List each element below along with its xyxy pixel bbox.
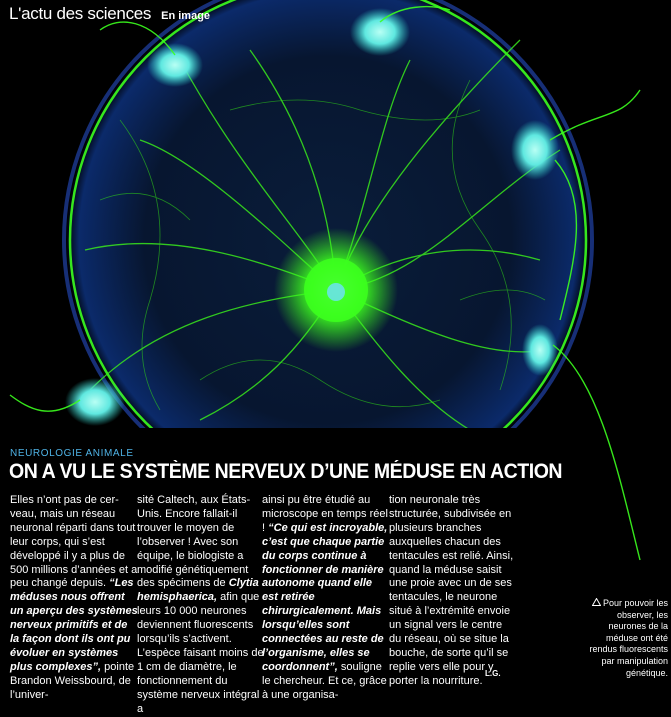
article-kicker: NEUROLOGIE ANIMALE	[10, 448, 134, 459]
article-column-2	[137, 494, 265, 717]
column-1-text: Elles n’ont pas de cer-veau, mais un réseau neuronal réparti dans tout leur corps, qui s’est développé il y a plus de 500 millions d’années et a peu changé depuis.	[10, 494, 138, 590]
section-title: L'actu des sciences	[9, 4, 152, 23]
page-header	[9, 4, 210, 24]
column-4-text: tion neuronale très structurée, subdivisée en plusieurs branches auxquelles chacun des tentacules est relié. Ainsi, quand la méduse saisit une proie avec un de ses tentacules, le neurone situé à l’extrémité envoie un signal vers le centre du réseau, où se situe la bouche, de sorte qu’il se replie vers elle pour y porter la nourriture.	[389, 494, 514, 687]
article-column-4	[389, 494, 517, 689]
triangle-up-icon	[592, 598, 601, 610]
article-column-3	[262, 494, 390, 703]
column-2-text-end: afin que leurs 10 000 neurones deviennent fluorescents lorsqu’ils s’activent. L’espèce faisant moins de 1 cm de diamètre, le fonctionnement du système nerveux intégral a	[137, 591, 264, 715]
column-3-text-end: souligne le chercheur. Et ce, grâce à une organisa-	[262, 660, 387, 701]
species-name: Clytia hemisphaerica,	[137, 577, 259, 604]
column-3-text: ainsi pu être étudié au microscope en temps réel !	[262, 494, 388, 534]
column-3-quote: “Ce qui est incroyable, c’est que chaque partie du corps continue à fonctionner de manière autonome quand elle est retirée chirurgicalement. Mais lorsqu’elles sont connectées au reste de l’organisme, elles se coordonnent”,	[262, 521, 388, 673]
caption-text: Pour pouvoir les observer, les neurones de la méduse ont été rendus fluorescents par manipulation génétique.	[589, 598, 668, 678]
column-1-quote: “Les méduses nous offrent un aperçu des systèmes nerveux primitifs et de la façon dont ils ont pu évoluer en systèmes plus complexes”,	[10, 577, 138, 673]
column-2-text: sité Caltech, aux États-Unis. Encore fallait-il trouver le moyen de l’observer ! Avec son équipe, le biologiste a modifié génétiquement des spécimens de	[137, 494, 251, 590]
photo-caption	[582, 598, 668, 679]
author-signature: L.G.	[485, 669, 501, 678]
rubric-label: En image	[161, 10, 211, 22]
column-1-text-end: pointe Brandon Weissbourd, de l’univer-	[10, 660, 135, 701]
article-headline: ON A VU LE SYSTÈME NERVEUX D’UNE MÉDUSE EN ACTION	[9, 460, 563, 483]
article-column-1	[10, 494, 138, 703]
